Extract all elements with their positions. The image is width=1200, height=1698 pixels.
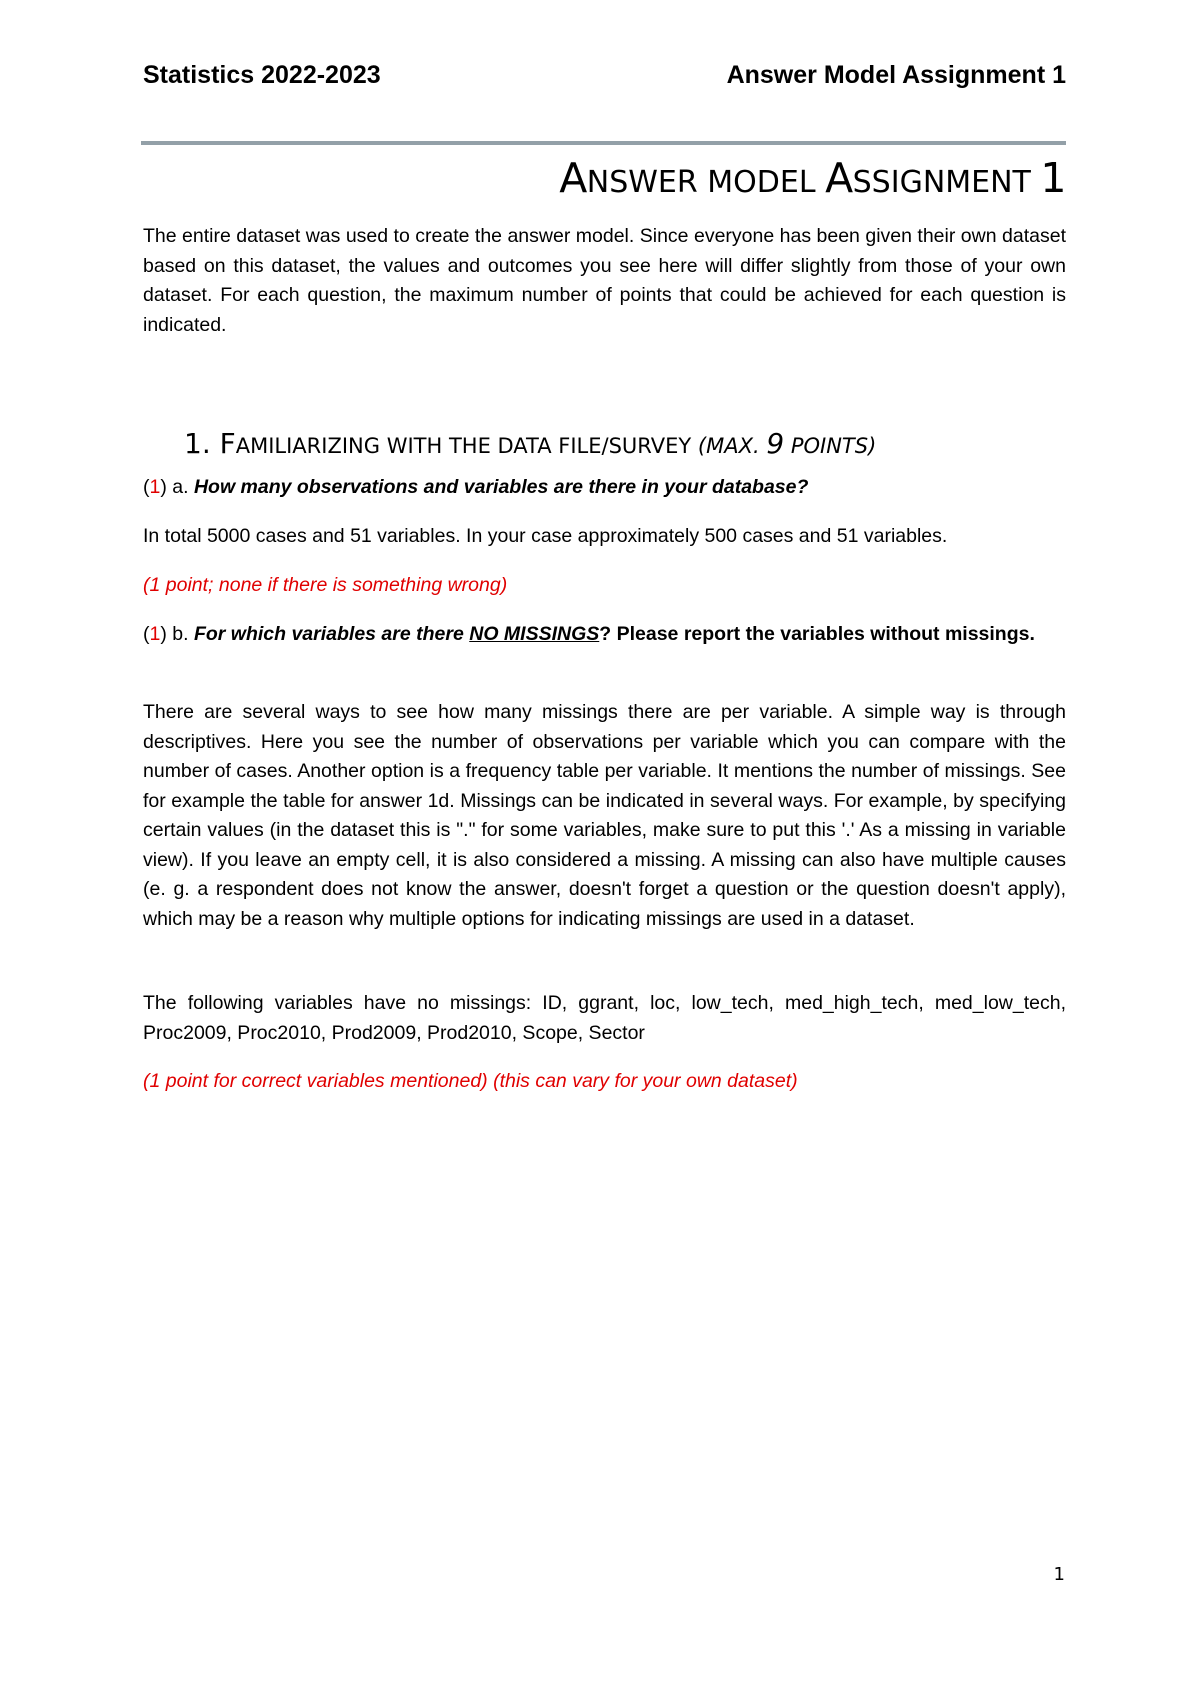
answer-1b-variables: The following variables have no missings: ID, ggrant, loc, low_tech, med_high_tech, med_low_tech, Proc2009, Proc2010, Prod2009, Prod2010, Scope, Sector (143, 992, 1066, 1044)
document-title (559, 150, 1066, 211)
intro-paragraph: The entire dataset was used to create the answer model. Since everyone has been given their own dataset based on this dataset, the values and outcomes you see here will differ slightly from those of your own dataset. For each question, the maximum number of points that could be achieved for each question is indicated. (143, 225, 1066, 336)
header-divider (141, 141, 1066, 145)
section-number: 1. (184, 427, 211, 460)
header-course-title: Statistics 2022-2023 (143, 61, 381, 89)
q1b-question-end: ? Please report the variables without missings. (599, 623, 1035, 645)
q1a-question-text: How many observations and variables are there in your database? (193, 476, 809, 498)
question-1a (143, 473, 1066, 503)
title-cap-a-2: A (825, 154, 853, 202)
title-rest-1: NSWER MODEL (586, 165, 826, 200)
grading-note-1b: (1 point for correct variables mentioned) (this can vary for your own dataset) (143, 1070, 798, 1092)
section-1-heading (184, 426, 876, 464)
answer-1a: In total 5000 cases and 51 variables. In your case approximately 500 cases and 51 variables. (143, 525, 948, 547)
question-1b (143, 620, 1066, 650)
page-number: 1 (1053, 1564, 1065, 1585)
answer-1b-explanation: There are several ways to see how many missings there are per variable. A simple way is through descriptives. Here you see the number of observations per variable which you can compare with the number of cases. Another option is a frequency table per variable. It mentions the number of missings. See for example the table for answer 1d. Missings can be indicated in several ways. For example, by specifying certain values (in the dataset this is "." for some variables, make sure to put this '.' As a missing in variable view). If you leave an empty cell, it is also considered a missing. A missing can also have multiple causes (e. g. a respondent does not know the answer, doesn't forget a question or the question doesn't apply), which may be a reason why multiple options for indicating missings are used in a dataset. (143, 701, 1066, 930)
q1b-label: ) b. (160, 623, 194, 645)
section-cap: F (219, 427, 236, 460)
q1b-question-start: For which variables are there (193, 623, 470, 645)
section-title-rest: AMILIARIZING WITH THE DATA FILE/SURVEY (235, 434, 698, 458)
grading-note-1a: (1 point; none if there is something wrong) (143, 574, 508, 596)
header-document-title: Answer Model Assignment 1 (726, 61, 1066, 89)
q1b-points: 1 (149, 623, 161, 645)
section-max-open: (MAX. (697, 434, 767, 458)
q1a-label: ) a. (160, 476, 194, 498)
q1a-points: 1 (149, 476, 161, 498)
title-cap-a: A (559, 154, 587, 202)
q1b-question-underlined: NO MISSINGS (469, 623, 600, 645)
title-rest-2: SSIGNMENT (852, 165, 1041, 200)
section-max-number: 9 (766, 427, 785, 460)
q1b-open-paren: ( (143, 623, 150, 645)
title-number: 1 (1040, 154, 1066, 202)
section-max-rest: POINTS) (784, 434, 877, 458)
q1a-open-paren: ( (143, 476, 150, 498)
